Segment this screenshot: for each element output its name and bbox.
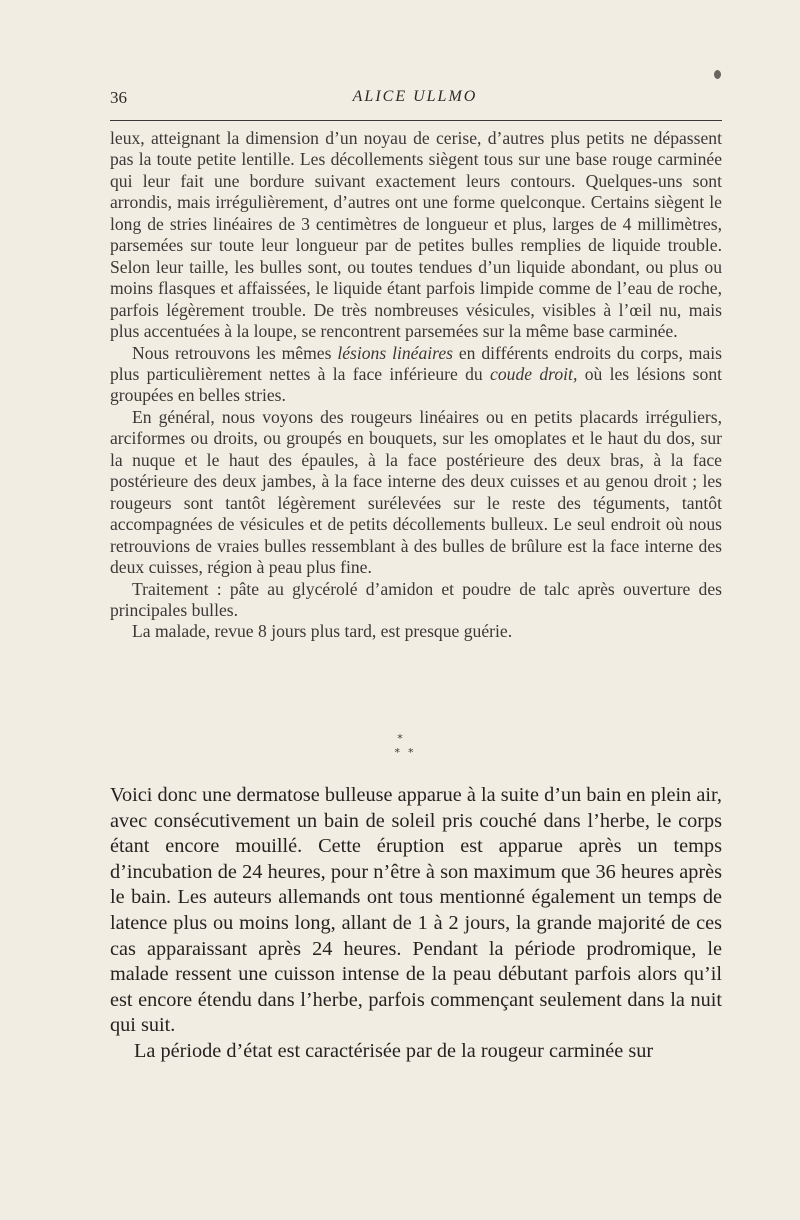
italic-term: coude droit, xyxy=(490,363,578,384)
text-run: Nous retrouvons les mêmes xyxy=(132,342,338,363)
ink-speck xyxy=(714,70,721,79)
paragraph: Voici donc une dermatose bulleuse apparue à la suite d’un bain en plein air, avec consécutivement un bain de soleil pris couché dans l’herbe, le corps étant encore mouillé. Cette éruption est apparue après un temps d’incubation de 24 heures, pour n’être à son maximum que 36 heures après le bain. Les auteurs allemands ont tous mentionné également un temps de latence plus ou moins long, allant de 1 à 2 jours, la grande majorité de ces cas apparaissant après 24 heures. Pendant la période prodromique, le malade ressent une cuisson intense de la peau débutant parfois alors qu’il est encore étendu dans l’herbe, parfois commençant seulement dans la nuit qui suit. xyxy=(110,784,722,1037)
paragraph: leux, atteignant la dimension d’un noyau de cerise, d’autres plus petits ne dépassent pas la toute petite lentille. Les décollements siègent tous sur une base rouge carminée qui leur fait une bordure suivant exactement leurs contours. Quelques-uns sont arrondis, mais irrégulièrement, d’autres ont une forme quelconque. Certains siègent le long de stries linéaires de 3 centimètres de longueur et plus, larges de 4 millimètres, parsemées sur toute leur longueur par de petites bulles remplies de liquide trouble. Selon leur taille, les bulles sont, ou toutes tendues d’un liquide abondant, ou plus ou moins flasques et affaissées, le liquide étant parfois limpide comme de l’eau de roche, parfois légèrement trouble. De très nombreuses vésicules, visibles à l’œil nu, mais plus accentuées à la loupe, se rencontrent parsemées sur la même base carminée. xyxy=(110,128,722,342)
running-title: ALICE ULLMO xyxy=(352,88,478,105)
separator-star-bottom: ** xyxy=(394,746,422,759)
case-description xyxy=(110,128,722,643)
text-run: en différents endroits du corps, mais plus particulièrement nettes à la face inférieure du xyxy=(110,342,722,384)
italic-term: lésions linéaires xyxy=(337,342,453,363)
discussion-text xyxy=(110,783,722,1065)
paragraph: La période d’état est caractérisée par de la rougeur carminée sur xyxy=(134,1039,654,1062)
paragraph: En général, nous voyons des rougeurs linéaires ou en petits placards irréguliers, arciformes ou droits, ou groupés en bouquets, sur les omoplates et le haut du dos, sur la nuque et le haut des épaules, à la face postérieure des deux bras, à la face postérieure des deux jambes, à la face interne des deux cuisses et au genou droit ; les rougeurs sont tantôt légèrement surélevées sur le reste des téguments, tantôt accompagnées de vésicules et de petits décollements bulleux. Le seul endroit où nous retrouvions de vraies bulles ressemblant à des bulles de brûlure est la face interne des deux cuisses, région à peau plus fine. xyxy=(110,406,722,578)
header-rule xyxy=(110,120,722,121)
paragraph xyxy=(110,343,722,407)
separator-star-top: * xyxy=(397,732,403,745)
paragraph: La malade, revue 8 jours plus tard, est presque guérie. xyxy=(132,621,513,642)
page-header xyxy=(110,88,720,112)
paragraph: Traitement : pâte au glycérolé d’amidon et poudre de talc après ouverture des principales bulles. xyxy=(110,578,722,620)
text-run: où les lésions sont groupées en belles stries. xyxy=(110,363,723,406)
page-number: 36 xyxy=(110,88,127,107)
